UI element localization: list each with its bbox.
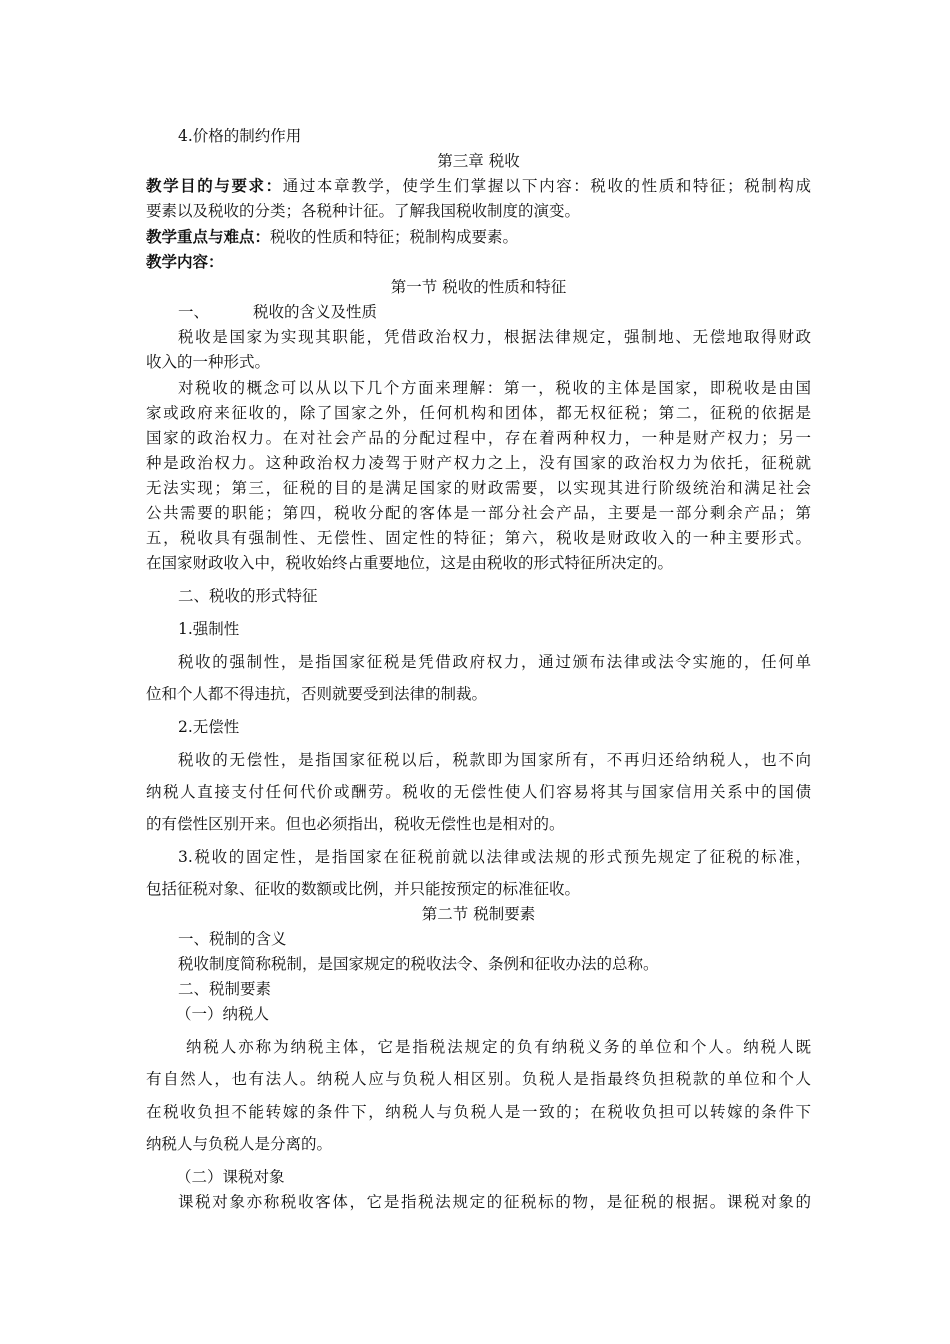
para2-line: 对税收的概念可以从以下几个方面来理解：第一，税收的主体是国家，即税收是由国 (178, 379, 811, 397)
objectives-line-1 (146, 174, 811, 198)
chapter-title: 第三章 税收 (437, 152, 520, 170)
feature-2-line: 的有偿性区别开来。但也必须指出，税收无偿性也是相对的。 (146, 815, 565, 833)
objectives-label: 教学目的与要求： (146, 176, 283, 195)
feature-1-line: 位和个人都不得违抗，否则就要受到法律的制裁。 (146, 685, 488, 703)
objectives-line-2: 要素以及税收的分类；各税种计征。了解我国税收制度的演变。 (146, 202, 581, 220)
keypoints-label: 教学重点与难点： (146, 227, 271, 246)
para1-line: 税收是国家为实现其职能，凭借政治权力，根据法律规定，强制地、无偿地取得财政 (178, 328, 811, 346)
para2-line: 五，税收具有强制性、无偿性、固定性的特征；第六，税收是财政收入的一种主要形式。 (146, 529, 811, 547)
item-1-line: 纳税人亦称为纳税主体，它是指税法规定的负有纳税义务的单位和个人。纳税人既 (186, 1038, 811, 1056)
sub-1-number: 一、 (178, 303, 210, 321)
item-2-line: 课税对象亦称税收客体，它是指税法规定的征税标的物，是征税的根据。课税对象的 (178, 1193, 811, 1211)
item-1-title: （一）纳税人 (176, 1005, 270, 1023)
section-1-sub-1 (178, 300, 811, 324)
section-1-title: 第一节 税收的性质和特征 (390, 278, 567, 296)
section-2-sub-1-text: 税收制度简称税制，是国家规定的税收法令、条例和征收办法的总称。 (178, 955, 659, 973)
section-2-sub-2: 二、税制要素 (178, 980, 272, 998)
keypoints-text: 税收的性质和特征；税制构成要素。 (270, 228, 519, 246)
feature-2-line: 纳税人直接支付任何代价或酬劳。税收的无偿性使人们容易将其与国家信用关系中的国债 (146, 783, 811, 801)
para2-line: 在国家财政收入中，税收始终占重要地位，这是由税收的形式特征所决定的。 (146, 554, 674, 572)
keypoints-line (146, 225, 811, 249)
para2-line: 家或政府来征收的，除了国家之外，任何机构和团体，都无权征税；第二，征税的依据是 (146, 404, 811, 422)
item-1-line: 有自然人，也有法人。纳税人应与负税人相区别。负税人是指最终负担税款的单位和个人 (146, 1070, 811, 1088)
feature-3-line: 包括征税对象、征收的数额或比例，并只能按预定的标准征收。 (146, 880, 581, 898)
item-1-line: 纳税人与负税人是分离的。 (146, 1135, 333, 1153)
feature-1-line: 税收的强制性，是指国家征税是凭借政府权力，通过颁布法律或法令实施的，任何单 (178, 653, 811, 671)
content-label: 教学内容： (146, 252, 224, 271)
sub-1-title: 税收的含义及性质 (253, 303, 378, 321)
feature-1-title: 1.强制性 (178, 620, 240, 638)
item-2-title: （二）课税对象 (176, 1168, 285, 1186)
objectives-text: 通过本章教学，使学生们掌握以下内容：税收的性质和特征；税制构成 (282, 177, 811, 195)
section-2-sub-1: 一、税制的含义 (178, 930, 287, 948)
para2-line: 国家的政治权力。在对社会产品的分配过程中，存在着两种权力，一种是财产权力；另一 (146, 429, 811, 447)
section-1-sub-2: 二、税收的形式特征 (178, 587, 318, 605)
item-heading: 4.价格的制约作用 (178, 127, 302, 145)
para1-line: 收入的一种形式。 (146, 353, 271, 371)
feature-3-line: 3.税收的固定性，是指国家在征税前就以法律或法规的形式预先规定了征税的标准， (178, 848, 811, 866)
para2-line: 无法实现；第三，征税的目的是满足国家的财政需要，以实现其进行阶级统治和满足社会 (146, 479, 811, 497)
section-2-title: 第二节 税制要素 (421, 905, 536, 923)
feature-2-title: 2.无偿性 (178, 718, 240, 736)
feature-2-line: 税收的无偿性，是指国家征税以后，税款即为国家所有，不再归还给纳税人，也不向 (178, 751, 811, 769)
para2-line: 公共需要的职能；第四，税收分配的客体是一部分社会产品，主要是一部分剩余产品；第 (146, 504, 811, 522)
para2-line: 种是政治权力。这种政治权力凌驾于财产权力之上，没有国家的政治权力为依托，征税就 (146, 454, 811, 472)
item-1-line: 在税收负担不能转嫁的条件下，纳税人与负税人是一致的；在税收负担可以转嫁的条件下 (146, 1103, 811, 1121)
